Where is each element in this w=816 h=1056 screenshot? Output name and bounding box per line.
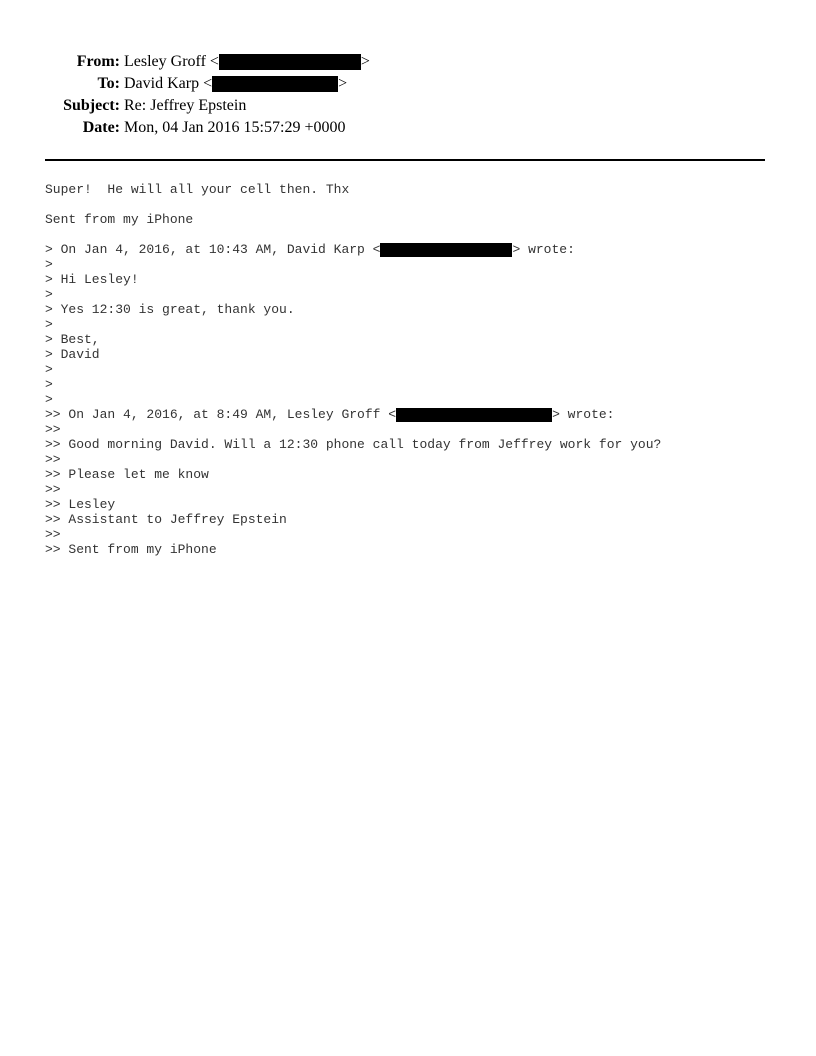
- body-line: >: [45, 257, 53, 272]
- to-row: [0, 73, 816, 95]
- body-line: >: [45, 377, 53, 392]
- body-line: >: [45, 317, 53, 332]
- quote-header-suffix: > wrote:: [552, 407, 615, 422]
- body-line: >: [45, 287, 53, 302]
- to-value: [124, 73, 347, 95]
- date-row: [0, 117, 816, 139]
- body-line: >> Sent from my iPhone: [45, 542, 217, 557]
- body-line: >: [45, 392, 53, 407]
- from-row: [0, 51, 816, 73]
- header-divider: [45, 159, 765, 161]
- to-close: >: [338, 75, 348, 92]
- redaction-block: [212, 76, 338, 92]
- from-value: [124, 51, 370, 73]
- body-line: >> Good morning David. Will a 12:30 phone call today from Jeffrey work for you?: [45, 437, 662, 452]
- subject-label: Subject:: [63, 97, 120, 114]
- email-header: [0, 51, 816, 139]
- date-label: Date:: [82, 119, 120, 136]
- redaction-block: [219, 54, 361, 70]
- from-name: Lesley Groff <: [124, 53, 219, 70]
- to-name: David Karp <: [124, 75, 213, 92]
- body-line: >>: [45, 452, 61, 467]
- body-line: >> Lesley: [45, 497, 116, 512]
- quote-header-line: [45, 407, 661, 422]
- body-line: > Yes 12:30 is great, thank you.: [45, 302, 295, 317]
- quote-header-suffix: > wrote:: [512, 242, 575, 257]
- from-close: >: [360, 53, 370, 70]
- body-line: Super! He will all your cell then. Thx: [45, 182, 350, 197]
- quote-header-text: > On Jan 4, 2016, at 10:43 AM, David Karp <: [45, 242, 381, 257]
- date-value: Mon, 04 Jan 2016 15:57:29 +0000: [124, 119, 346, 136]
- from-label: From:: [76, 53, 120, 70]
- body-line: > Hi Lesley!: [45, 272, 139, 287]
- body-line: >: [45, 362, 53, 377]
- body-line: >>: [45, 482, 61, 497]
- subject-row: [0, 95, 816, 117]
- to-label: To:: [97, 75, 120, 92]
- body-line: [45, 227, 661, 242]
- subject-value: Re: Jeffrey Epstein: [124, 97, 247, 114]
- email-body: [45, 182, 661, 557]
- quote-header-text: >> On Jan 4, 2016, at 8:49 AM, Lesley Groff <: [45, 407, 397, 422]
- body-line: >>: [45, 422, 61, 437]
- body-line: >> Assistant to Jeffrey Epstein: [45, 512, 287, 527]
- body-line: >> Please let me know: [45, 467, 209, 482]
- body-line: >>: [45, 527, 61, 542]
- redaction-block: [380, 243, 512, 257]
- body-line: [45, 197, 661, 212]
- body-line: Sent from my iPhone: [45, 212, 194, 227]
- body-line: > Best,: [45, 332, 100, 347]
- body-line: > David: [45, 347, 100, 362]
- quote-header-line: [45, 242, 661, 257]
- redaction-block: [396, 408, 552, 422]
